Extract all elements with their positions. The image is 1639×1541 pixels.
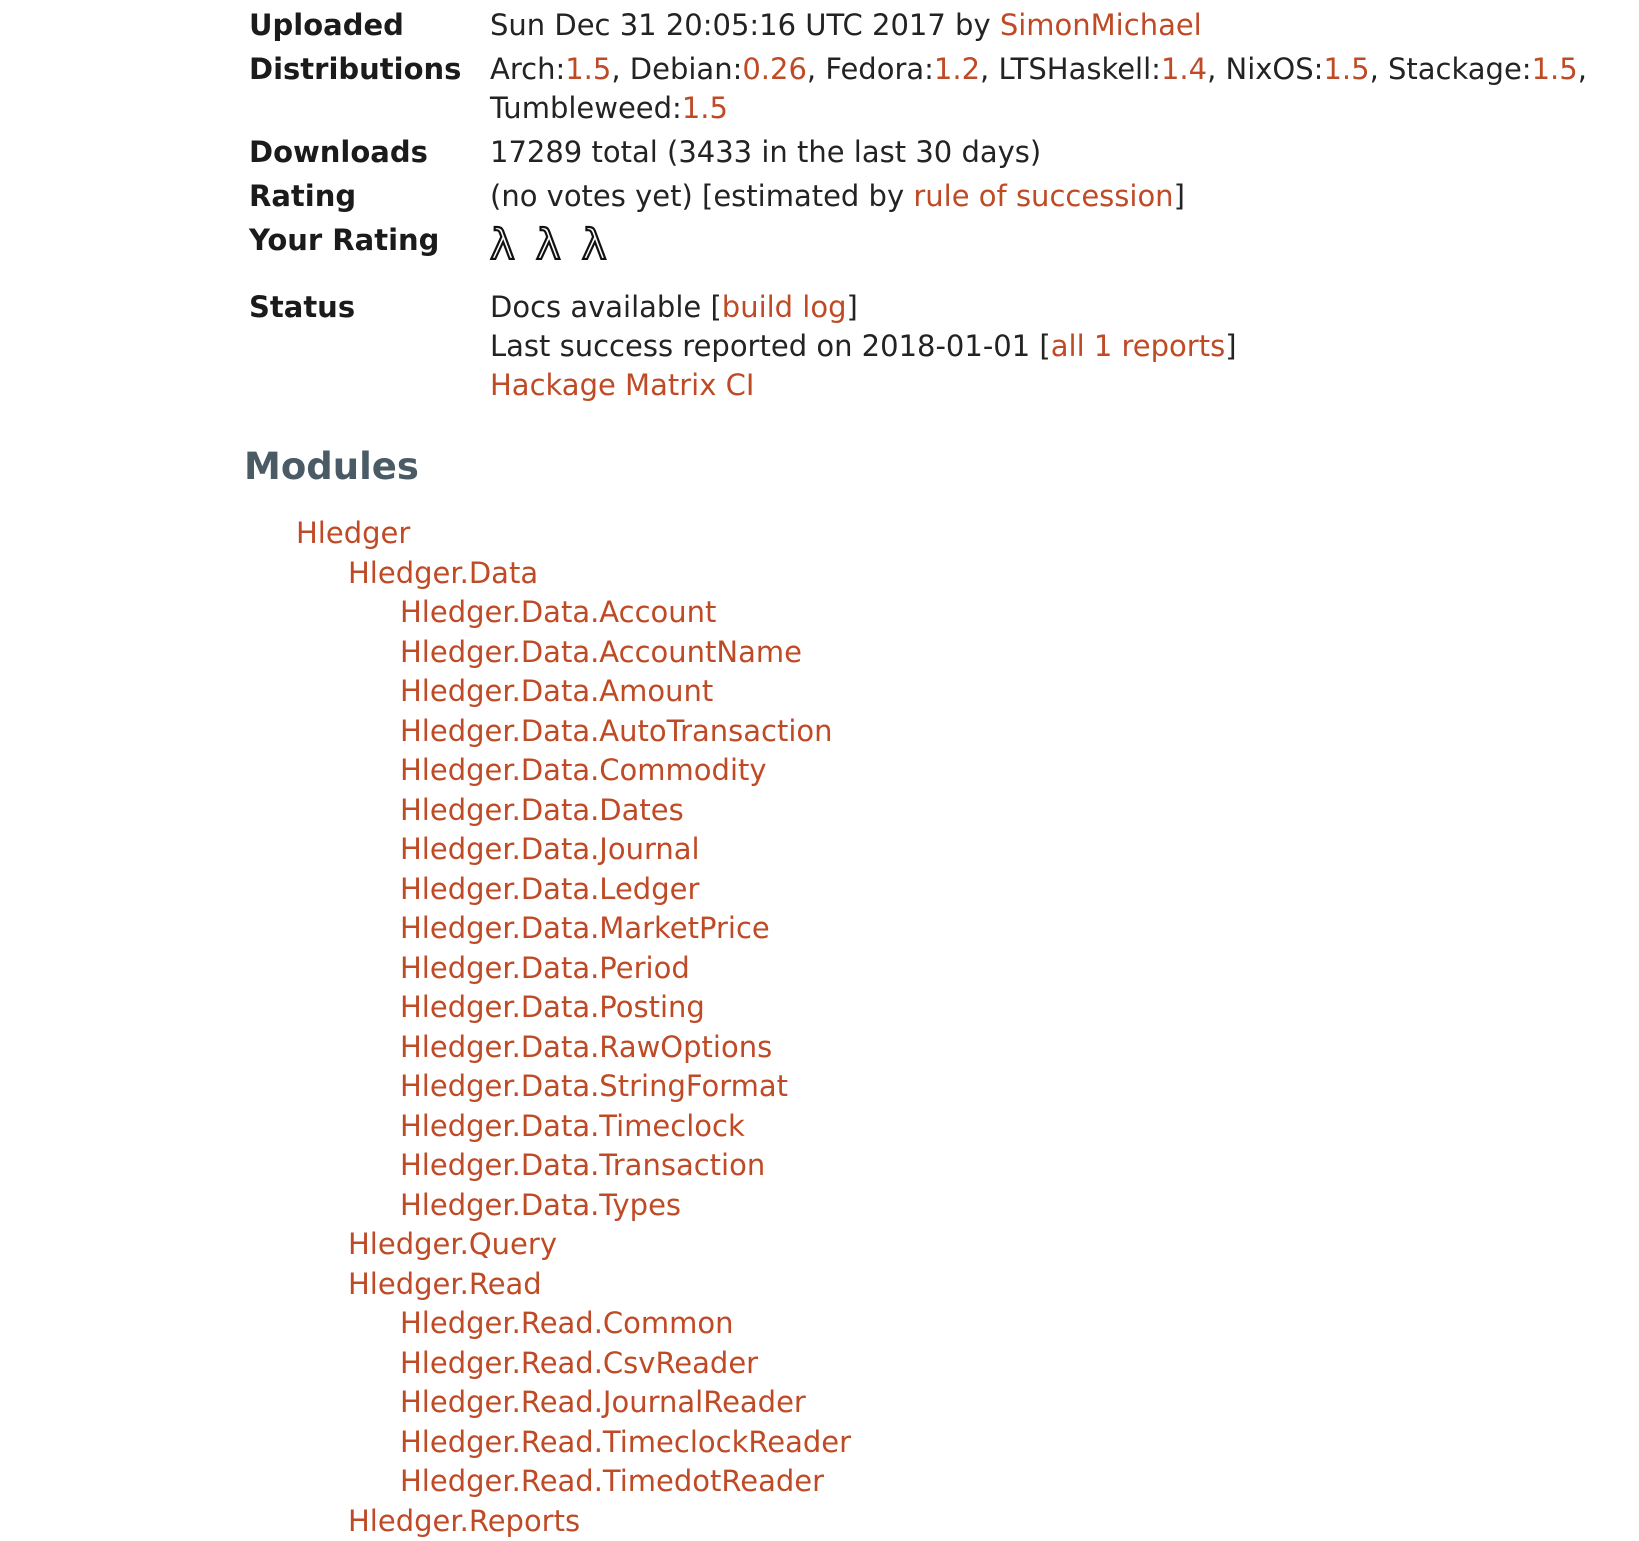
uploader-link[interactable]: SimonMichael: [1000, 8, 1202, 42]
module-link[interactable]: Hledger.Data.Journal: [400, 832, 700, 866]
status-row: [0, 286, 1639, 408]
module-link[interactable]: Hledger.Data.RawOptions: [400, 1030, 772, 1064]
module-row: [0, 988, 1639, 1028]
module-link[interactable]: Hledger.Data.Transaction: [400, 1148, 765, 1182]
status-value: [490, 288, 1610, 405]
hackage-matrix-ci-link[interactable]: Hackage Matrix CI: [490, 368, 754, 402]
uploaded-row: [0, 4, 1639, 48]
lambda-rating-icon[interactable]: λ: [490, 221, 515, 269]
module-link[interactable]: Hledger.Data.Amount: [400, 674, 713, 708]
module-row: [0, 672, 1639, 712]
arch-version-link[interactable]: 1.5: [565, 52, 611, 86]
module-link[interactable]: Hledger.Data.Dates: [400, 793, 684, 827]
module-link[interactable]: Hledger.Read.CsvReader: [400, 1346, 758, 1380]
lambda-rating-icon[interactable]: λ: [582, 221, 607, 269]
module-row: [0, 1304, 1639, 1344]
ltshaskell-version-link[interactable]: 1.4: [1161, 52, 1207, 86]
rule-of-succession-link[interactable]: rule of succession: [913, 179, 1173, 213]
distributions-row: [0, 48, 1639, 131]
module-link[interactable]: Hledger.Read.JournalReader: [400, 1385, 806, 1419]
module-row: [0, 593, 1639, 633]
module-row: [0, 1344, 1639, 1384]
rating-value: [490, 177, 1610, 216]
rating-label: Rating: [249, 177, 490, 216]
module-row: [0, 751, 1639, 791]
module-link[interactable]: Hledger.Data.AccountName: [400, 635, 802, 669]
module-row: [0, 1186, 1639, 1226]
module-link[interactable]: Hledger: [296, 516, 410, 550]
distributions-value: [490, 50, 1610, 128]
module-link[interactable]: Hledger.Read.TimeclockReader: [400, 1425, 851, 1459]
uploaded-label: Uploaded: [249, 6, 490, 45]
your-rating-row: [0, 219, 1639, 276]
text-line: Arch:1.5, Debian:0.26, Fedora:1.2, LTSHaskell:1.4, NixOS:1.5, Stackage:1.5, Tumbleweed:1.5: [490, 50, 1610, 128]
module-link[interactable]: Hledger.Data: [348, 556, 538, 590]
module-link[interactable]: Hledger.Read.TimedotReader: [400, 1464, 824, 1498]
downloads-label: Downloads: [249, 133, 490, 172]
module-link[interactable]: Hledger.Read: [348, 1267, 542, 1301]
module-row: [0, 909, 1639, 949]
rating-row: [0, 175, 1639, 219]
module-link[interactable]: Hledger.Data.Commodity: [400, 753, 767, 787]
module-link[interactable]: Hledger.Read.Common: [400, 1306, 734, 1340]
debian-version-link[interactable]: 0.26: [742, 52, 807, 86]
stackage-version-link[interactable]: 1.5: [1532, 52, 1578, 86]
fedora-version-link[interactable]: 1.2: [934, 52, 980, 86]
module-row: [0, 712, 1639, 752]
module-link[interactable]: Hledger.Reports: [348, 1504, 580, 1538]
module-link[interactable]: Hledger.Data.AutoTransaction: [400, 714, 833, 748]
module-link[interactable]: Hledger.Data.Account: [400, 595, 716, 629]
properties-table: [0, 0, 1639, 408]
text-line: (no votes yet) [estimated by rule of succession]: [490, 177, 1610, 216]
module-row: [0, 791, 1639, 831]
module-row: [0, 1502, 1639, 1541]
module-row: [0, 554, 1639, 594]
module-link[interactable]: Hledger.Query: [348, 1227, 557, 1261]
module-row: [0, 870, 1639, 910]
text-line: 17289 total (3433 in the last 30 days): [490, 133, 1610, 172]
module-row: [0, 1146, 1639, 1186]
module-row: [0, 1383, 1639, 1423]
module-row: [0, 830, 1639, 870]
module-link[interactable]: Hledger.Data.Timeclock: [400, 1109, 745, 1143]
build-log-link[interactable]: build log: [722, 290, 847, 324]
module-row: [0, 1462, 1639, 1502]
module-link[interactable]: Hledger.Data.Period: [400, 951, 690, 985]
module-link[interactable]: Hledger.Data.MarketPrice: [400, 911, 770, 945]
module-row: [0, 514, 1639, 554]
text-line: Sun Dec 31 20:05:16 UTC 2017 by SimonMichael: [490, 6, 1610, 45]
status-label: Status: [249, 288, 490, 405]
module-row: [0, 1225, 1639, 1265]
module-row: [0, 633, 1639, 673]
downloads-row: [0, 131, 1639, 175]
module-link[interactable]: Hledger.Data.StringFormat: [400, 1069, 788, 1103]
module-row: [0, 1067, 1639, 1107]
text-line: [490, 366, 1610, 405]
module-row: [0, 949, 1639, 989]
your-rating-label: Your Rating: [249, 221, 490, 273]
nixos-version-link[interactable]: 1.5: [1323, 52, 1369, 86]
tumbleweed-version-link[interactable]: 1.5: [682, 91, 728, 125]
module-link[interactable]: Hledger.Data.Posting: [400, 990, 705, 1024]
text-line: Last success reported on 2018-01-01 [all 1 reports]: [490, 327, 1610, 366]
your-rating-value: [490, 221, 1610, 273]
uploaded-value: [490, 6, 1610, 45]
module-link[interactable]: Hledger.Data.Ledger: [400, 872, 699, 906]
module-row: [0, 1265, 1639, 1305]
all-reports-link[interactable]: all 1 reports: [1051, 329, 1225, 363]
downloads-value: [490, 133, 1610, 172]
module-link[interactable]: Hledger.Data.Types: [400, 1188, 681, 1222]
distributions-label: Distributions: [249, 50, 490, 128]
module-row: [0, 1028, 1639, 1068]
modules-list: [0, 514, 1639, 1541]
module-row: [0, 1423, 1639, 1463]
lambda-rating-icon[interactable]: λ: [536, 221, 561, 269]
modules-heading: Modules: [244, 444, 1639, 490]
module-row: [0, 1107, 1639, 1147]
text-line: Docs available [build log]: [490, 288, 1610, 327]
